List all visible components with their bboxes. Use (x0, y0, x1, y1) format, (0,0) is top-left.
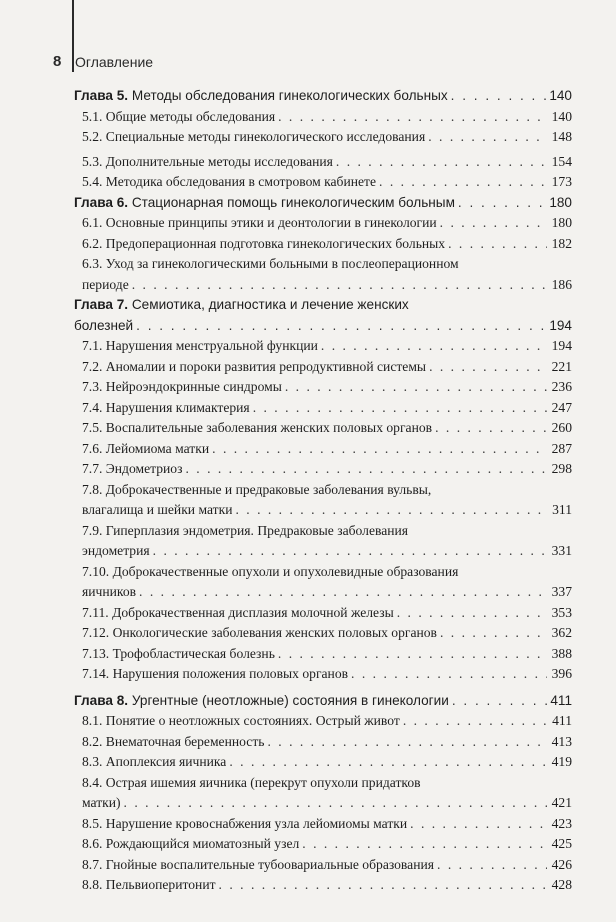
toc-section-7-13 (74, 644, 572, 665)
leader-dots (351, 664, 547, 685)
leader-dots (321, 336, 547, 357)
page-ref: 140 (549, 88, 572, 103)
page-ref: 337 (551, 584, 572, 599)
leader-dots (235, 500, 547, 521)
toc-chapter-7-line1 (74, 295, 572, 316)
leader-dots (153, 541, 547, 562)
toc-chapter-7 (74, 316, 572, 337)
leader-dots (285, 377, 547, 398)
section-title: 5.3. Дополнительные методы исследования (82, 153, 333, 169)
leader-dots (185, 459, 547, 480)
section-title: 8.2. Внематочная беременность (82, 733, 265, 749)
toc-section-8-2 (74, 732, 572, 753)
chapter-label: Глава 5. (74, 88, 129, 103)
leader-dots (136, 316, 546, 337)
section-title: 7.6. Лейомиома матки (82, 440, 210, 456)
chapter-title: Стационарная помощь гинекологическим больным (131, 194, 455, 210)
toc-section-5-4 (74, 172, 572, 193)
leader-dots (212, 439, 547, 460)
section-title-line1: 6.3. Уход за гинекологическими больными в послеоперационном (82, 256, 459, 271)
page-ref: 194 (549, 317, 572, 333)
page-ref: 140 (551, 108, 572, 124)
page-ref: 221 (551, 358, 572, 374)
leader-dots (458, 193, 546, 214)
page-ref: 180 (551, 215, 572, 230)
leader-dots (440, 213, 547, 234)
leader-dots (440, 623, 547, 644)
toc-section-6-3 (74, 275, 572, 296)
toc-chapter-8 (74, 691, 572, 712)
page-ref: 426 (551, 856, 572, 872)
chapter-title-line1: Семиотика, диагностика и лечение женских (131, 297, 409, 312)
page-ref: 194 (551, 338, 572, 353)
page-ref: 148 (551, 129, 572, 144)
page-ref: 331 (551, 543, 572, 558)
toc-section-7-14 (74, 664, 572, 685)
toc-section-7-4 (74, 398, 572, 419)
page-ref: 186 (551, 276, 572, 292)
leader-dots (278, 644, 547, 665)
section-title: 8.3. Апоплексия яичника (82, 754, 227, 769)
section-title: 8.5. Нарушение кровоснабжения узла лейомиомы матки (82, 815, 408, 831)
chapter-title-line2: болезней (74, 317, 134, 333)
page-ref: 428 (551, 877, 572, 892)
page-ref: 353 (551, 604, 572, 620)
running-title: Оглавление (75, 53, 154, 70)
page-ref: 419 (551, 754, 572, 769)
page-ref: 396 (551, 666, 572, 681)
chapter-label: Глава 6. (74, 194, 129, 210)
leader-dots (410, 814, 547, 835)
toc-section-7-7 (74, 459, 572, 480)
toc-section-7-9 (74, 541, 572, 562)
section-title: 5.1. Общие методы обследования (82, 108, 276, 124)
toc-section-7-11 (74, 603, 572, 624)
page-ref: 180 (549, 194, 572, 210)
chapter-label: Глава 8. (74, 692, 129, 708)
toc-section-8-3 (74, 752, 572, 773)
section-title: 5.2. Специальные методы гинекологического исследования (82, 129, 426, 144)
leader-dots (253, 398, 547, 419)
section-title: 7.12. Онкологические заболевания женских половых органов (82, 625, 437, 640)
page-ref: 247 (551, 399, 572, 415)
leader-dots (451, 86, 547, 107)
page-ref: 154 (551, 153, 572, 169)
chapter-title: Ургентные (неотложные) состояния в гинекологии (131, 692, 449, 708)
leader-dots (229, 752, 547, 773)
section-title-line2: эндометрия (82, 543, 150, 558)
toc-section-5-2 (74, 127, 572, 148)
section-title: 7.2. Аномалии и пороки развития репродуктивной системы (82, 358, 427, 374)
section-title: 7.1. Нарушения менструальной функции (82, 338, 318, 353)
toc-section-7-12 (74, 623, 572, 644)
toc-section-7-2 (74, 357, 572, 378)
section-title-line2: матки) (82, 795, 121, 810)
section-title-line1: 7.10. Доброкачественные опухоли и опухолевидные образования (82, 563, 459, 579)
page-ref: 388 (551, 645, 572, 661)
section-title: 6.2. Предоперационная подготовка гинекологических больных (82, 235, 446, 251)
page-ref: 413 (551, 733, 572, 749)
section-title: 7.7. Эндометриоз (82, 461, 183, 476)
running-header (53, 53, 153, 70)
page-ref: 423 (551, 815, 572, 831)
page-ref: 311 (552, 502, 572, 517)
chapter-title: Методы обследования гинекологических больных (131, 88, 448, 103)
section-title: 8.8. Пельвиоперитонит (82, 877, 216, 892)
toc-section-6-1 (74, 213, 572, 234)
toc-section-5-3 (74, 152, 572, 173)
leader-dots (437, 855, 547, 876)
toc-section-8-1 (74, 711, 572, 732)
page-ref: 173 (551, 174, 572, 189)
leader-dots (452, 691, 547, 712)
section-title: 7.14. Нарушения положения половых органов (82, 666, 349, 681)
section-title-line1: 7.8. Доброкачественные и предраковые заболевания вульвы, (82, 481, 432, 497)
leader-dots (379, 172, 547, 193)
section-title: 8.1. Понятие о неотложных состояниях. Острый живот (82, 713, 400, 728)
leader-dots (429, 357, 547, 378)
leader-dots (397, 603, 547, 624)
toc-section-7-3 (74, 377, 572, 398)
table-of-contents (74, 86, 572, 896)
leader-dots (435, 418, 547, 439)
toc-section-8-8 (74, 875, 572, 896)
page-number: 8 (53, 53, 62, 70)
leader-dots (219, 875, 547, 896)
leader-dots (139, 582, 547, 603)
leader-dots (448, 234, 547, 255)
toc-section-6-2 (74, 234, 572, 255)
leader-dots (124, 793, 547, 814)
section-title: 7.3. Нейроэндокринные синдромы (82, 379, 282, 394)
leader-dots (267, 732, 547, 753)
section-title: 7.5. Воспалительные заболевания женских половых органов (82, 420, 433, 435)
page-ref: 287 (551, 440, 572, 456)
page-ref: 182 (551, 235, 572, 251)
toc-section-5-1 (74, 107, 572, 128)
leader-dots (132, 275, 547, 296)
leader-dots (428, 127, 547, 148)
toc-section-7-6 (74, 439, 572, 460)
leader-dots (336, 152, 547, 173)
page-ref: 421 (551, 795, 572, 810)
toc-chapter-5 (74, 86, 572, 107)
page-ref: 411 (552, 713, 572, 728)
section-title-line1: 7.9. Гиперплазия эндометрия. Предраковые заболевания (82, 522, 409, 538)
toc-section-8-5 (74, 814, 572, 835)
section-title: 7.11. Доброкачественная дисплазия молочной железы (82, 604, 394, 620)
toc-section-8-7 (74, 855, 572, 876)
page-ref: 260 (551, 420, 572, 435)
section-title: 5.4. Методика обследования в смотровом кабинете (82, 174, 377, 189)
toc-section-8-6 (74, 834, 572, 855)
page-ref: 411 (550, 692, 572, 708)
toc-section-7-1 (74, 336, 572, 357)
section-title-line2: влагалища и шейки матки (82, 502, 233, 517)
leader-dots (278, 107, 547, 128)
chapter-label: Глава 7. (74, 297, 129, 312)
page-ref: 362 (551, 625, 572, 640)
leader-dots (403, 711, 547, 732)
toc-chapter-6 (74, 193, 572, 214)
page-ref: 298 (551, 461, 572, 476)
section-title-line2: яичников (82, 584, 137, 599)
page-ref: 236 (551, 379, 572, 394)
toc-section-7-5 (74, 418, 572, 439)
toc-section-7-8 (74, 500, 572, 521)
section-title: 8.6. Рождающийся миоматозный узел (82, 836, 300, 851)
section-title: 6.1. Основные принципы этики и деонтологии в гинекологии (82, 215, 437, 230)
section-title-line1: 8.4. Острая ишемия яичника (перекрут опухоли придатков (82, 774, 421, 790)
toc-section-8-4 (74, 793, 572, 814)
section-title-line2: периоде (82, 276, 129, 292)
page-ref: 425 (551, 836, 572, 851)
section-title: 7.13. Трофобластическая болезнь (82, 645, 275, 661)
section-title: 8.7. Гнойные воспалительные тубоовариальные образования (82, 856, 435, 872)
leader-dots (302, 834, 547, 855)
toc-section-7-10 (74, 582, 572, 603)
section-title: 7.4. Нарушения климактерия (82, 399, 250, 415)
